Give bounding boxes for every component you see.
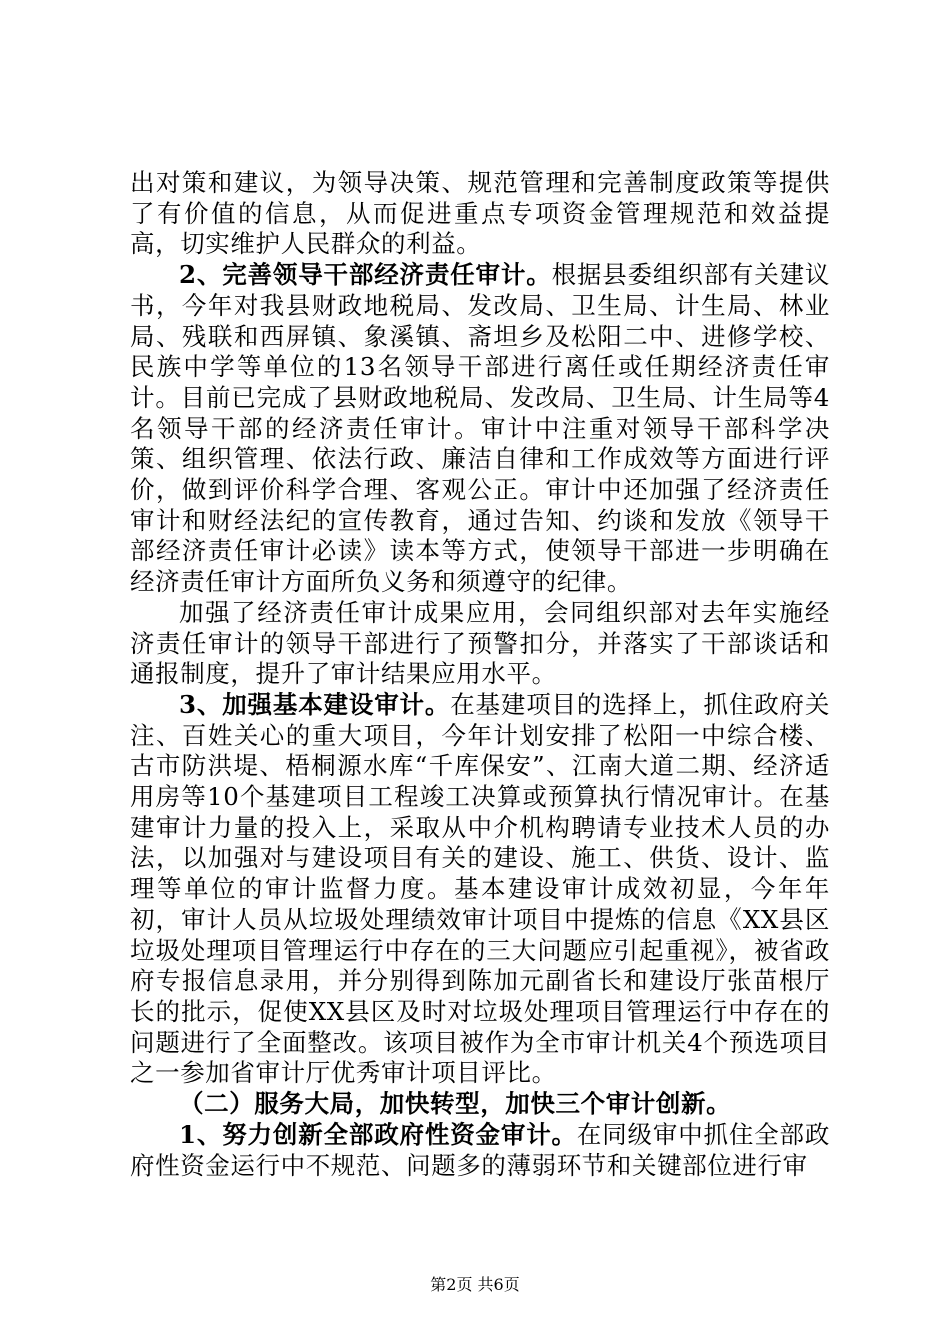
paragraph-government-funds-audit — [130, 1120, 830, 1181]
section-heading: （二）服务大局，加快转型，加快三个审计创新。 — [179, 1089, 732, 1119]
paragraph-text: 加强了经济责任审计成果应用，会同组织部对去年实施经济责任审计的领导干部进行了预警扣分，并落实了干部谈话和通报制度，提升了审计结果应用水平。 — [130, 597, 830, 689]
paragraph-economic-responsibility-audit — [130, 260, 830, 598]
paragraph-lead: 1、努力创新全部政府性资金审计。 — [179, 1119, 577, 1149]
paragraph-text: 出对策和建议，为领导决策、规范管理和完善制度政策等提供了有价值的信息，从而促进重点专项资金管理规范和效益提高，切实维护人民群众的利益。 — [130, 168, 830, 259]
paragraph-lead: 3、加强基本建设审计。 — [179, 689, 451, 719]
paragraph-lead: 2、完善领导干部经济责任审计。 — [179, 260, 552, 290]
paragraph-continuation — [130, 168, 830, 260]
paragraph-capital-construction-audit — [130, 690, 830, 1089]
paragraph-audit-results-application — [130, 598, 830, 690]
paragraph-text: 根据县委组织部有关建议书，今年对我县财政地税局、发改局、卫生局、计生局、林业局、残联和西屏镇、象溪镇、斋坦乡及松阳二中、进修学校、民族中学等单位的13名领导干部进行离任或任期经济责任审计。目前已完成了县财政地税局、发改局、卫生局、计生局等4名领导干部的经济责任审计。审计中注重对领导干部科学决策、组织管理、依法行政、廉洁自律和工作成效等方面进行评价，做到评价科学合理、客观公正。审计中还加强了经济责任审计和财经法纪的宣传教育，通过告知、约谈和发放《领导干部经济责任审计必读》读本等方式，使领导干部进一步明确在经济责任审计方面所负义务和须遵守的纪律。 — [130, 260, 830, 597]
paragraph-text: 在基建项目的选择上，抓住政府关注、百姓关心的重大项目，今年计划安排了松阳一中综合楼、古市防洪堤、梧桐源水库“千库保安”、江南大道二期、经济适用房等10个基建项目工程竣工决算或预算执行情况审计。在基建审计力量的投入上，采取从中介机构聘请专业技术人员的办法，以加强对与建设项目有关的建设、施工、供货、设计、监理等单位的审计监督力度。基本建设审计成效初显，今年年初，审计人员从垃圾处理绩效审计项目中提炼的信息《XX县区垃圾处理项目管理运行中存在的三大问题应引起重视》，被省政府专报信息录用，并分别得到陈加元副省长和建设厅张苗根厅长的批示，促使XX县区及时对垃圾处理项目管理运行中存在的问题进行了全面整改。该项目被作为全市审计机关4个预选项目之一参加省审计厅优秀审计项目评比。 — [130, 689, 830, 1088]
page-number-footer: 第2页 共6页 — [430, 1275, 520, 1294]
paragraph-text: 在同级审中抓住全部政府性资金运行中不规范、问题多的薄弱环节和关键部位进行审 — [130, 1119, 830, 1180]
document-body — [130, 168, 830, 1181]
